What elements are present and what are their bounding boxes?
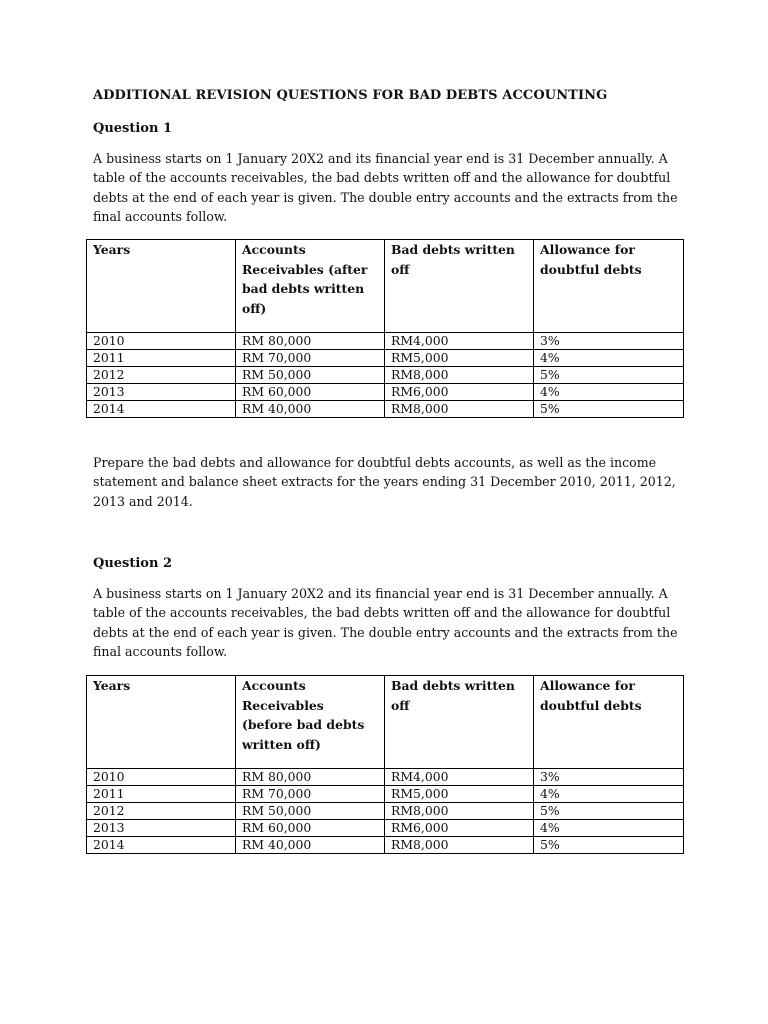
paragraph-line: final accounts follow. (93, 643, 228, 659)
table-cell: 5% (534, 837, 684, 854)
question-2-table (86, 675, 684, 854)
paragraph-line: table of the accounts receivables, the bad debts written off and the allowance for doubtful (93, 170, 671, 186)
table-cell: RM 60,000 (236, 820, 385, 837)
table-row (87, 384, 684, 401)
table-row (87, 786, 684, 803)
table-cell: RM4,000 (385, 333, 534, 350)
table-header-row (87, 676, 684, 769)
table-row (87, 769, 684, 786)
table-cell: RM6,000 (385, 820, 534, 837)
paragraph-line: 2013 and 2014. (93, 493, 193, 509)
paragraph-line: debts at the end of each year is given. The double entry accounts and the extracts from the (93, 189, 678, 205)
header-cell: Accounts Receivables (before bad debts written off) (236, 676, 385, 769)
table-cell: 2014 (87, 401, 236, 418)
table-cell: RM5,000 (385, 350, 534, 367)
paragraph-line: Prepare the bad debts and allowance for doubtful debts accounts, as well as the income (93, 455, 657, 470)
table-row (87, 803, 684, 820)
header-cell: Allowance for doubtful debts (534, 240, 684, 333)
question-1-task (93, 453, 676, 511)
header-cell: Bad debts written off (385, 240, 534, 333)
paragraph-line: table of the accounts receivables, the bad debts written off and the allowance for doubtful (93, 605, 671, 621)
table-cell: 2010 (87, 333, 236, 350)
table-header-row (87, 240, 684, 333)
table-cell: 2012 (87, 803, 236, 820)
question-2-intro (93, 584, 678, 661)
table-row (87, 350, 684, 367)
paragraph-line: final accounts follow. (93, 208, 228, 224)
table-row (87, 367, 684, 384)
table-cell: RM 70,000 (236, 350, 385, 367)
table-cell: 5% (534, 367, 684, 384)
table-cell: 2013 (87, 384, 236, 401)
header-cell: Years (87, 240, 236, 333)
question-1-intro (93, 149, 678, 226)
table-cell: 2012 (87, 367, 236, 384)
paragraph-line: A business starts on 1 January 20X2 and its financial year end is 31 December annually. A (93, 586, 668, 601)
table-cell: RM 70,000 (236, 786, 385, 803)
table-cell: RM5,000 (385, 786, 534, 803)
table-row (87, 333, 684, 350)
table-cell: 3% (534, 333, 684, 350)
table-cell: 2011 (87, 786, 236, 803)
table-cell: RM 50,000 (236, 367, 385, 384)
table-cell: 3% (534, 769, 684, 786)
paragraph-line: statement and balance sheet extracts for the years ending 31 December 2010, 2011, 2012, (93, 474, 676, 490)
header-cell: Bad debts written off (385, 676, 534, 769)
paragraph-line: A business starts on 1 January 20X2 and its financial year end is 31 December annually. A (93, 151, 668, 166)
paragraph-line: debts at the end of each year is given. The double entry accounts and the extracts from the (93, 624, 678, 640)
table-cell: 4% (534, 820, 684, 837)
table-cell: 2011 (87, 350, 236, 367)
table-cell: RM 60,000 (236, 384, 385, 401)
table-cell: RM6,000 (385, 384, 534, 401)
question-2-heading: Question 2 (93, 556, 173, 571)
header-cell: Accounts Receivables (after bad debts written off) (236, 240, 385, 333)
table-cell: RM 40,000 (236, 837, 385, 854)
table-cell: 5% (534, 803, 684, 820)
question-1-table (86, 239, 684, 418)
table-row (87, 837, 684, 854)
table-cell: 2010 (87, 769, 236, 786)
table-cell: RM 80,000 (236, 333, 385, 350)
table-cell: RM 50,000 (236, 803, 385, 820)
table-cell: 4% (534, 786, 684, 803)
document-title: ADDITIONAL REVISION QUESTIONS FOR BAD DEBTS ACCOUNTING (93, 88, 608, 103)
table-row (87, 820, 684, 837)
table-cell: 5% (534, 401, 684, 418)
table-row (87, 401, 684, 418)
header-cell: Allowance for doubtful debts (534, 676, 684, 769)
header-cell: Years (87, 676, 236, 769)
table-cell: RM 80,000 (236, 769, 385, 786)
table-cell: RM8,000 (385, 401, 534, 418)
table-cell: RM8,000 (385, 803, 534, 820)
table-cell: 2013 (87, 820, 236, 837)
table-cell: RM8,000 (385, 837, 534, 854)
table-cell: 4% (534, 384, 684, 401)
table-cell: 2014 (87, 837, 236, 854)
table-cell: 4% (534, 350, 684, 367)
table-cell: RM4,000 (385, 769, 534, 786)
table-cell: RM8,000 (385, 367, 534, 384)
table-cell: RM 40,000 (236, 401, 385, 418)
question-1-heading: Question 1 (93, 121, 173, 136)
